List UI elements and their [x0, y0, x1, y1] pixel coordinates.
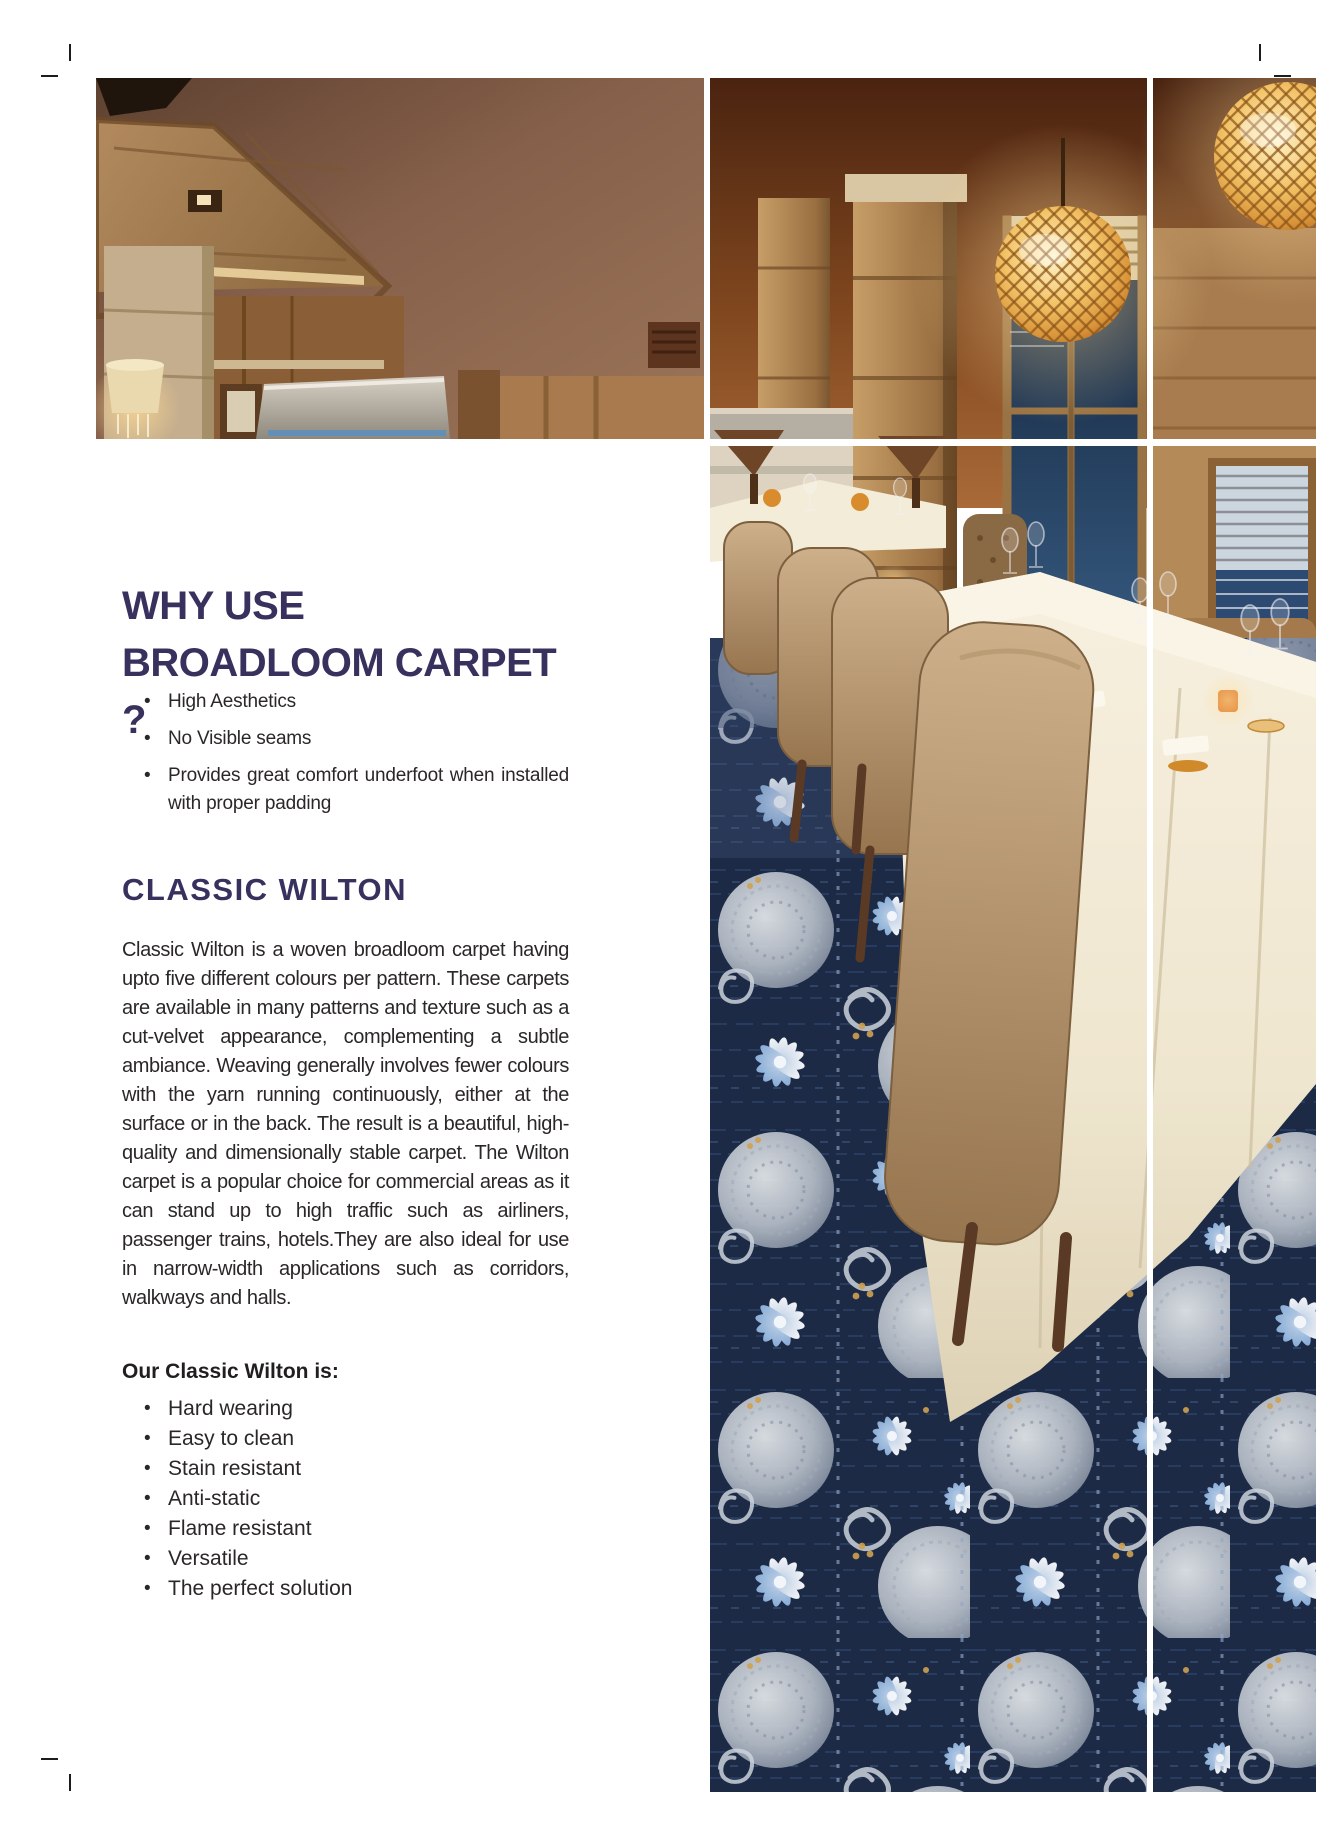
feature-item: [122, 1574, 569, 1604]
feature-text: Flame resistant: [168, 1517, 312, 1540]
photo-top-svg: [96, 78, 704, 439]
bullet-icon: •: [144, 691, 151, 712]
feature-item: [122, 1424, 569, 1454]
bullet-icon: •: [144, 1518, 151, 1539]
why-use-heading-line1: WHY USE: [122, 584, 305, 628]
crop-mark-top-right-h: [1274, 75, 1291, 77]
why-bullet-list: [122, 688, 569, 818]
crop-mark-top-right-v: [1259, 44, 1261, 61]
why-bullet-item: [122, 688, 569, 716]
classic-wilton-paragraph: Classic Wilton is a woven broadloom carpet having upto five different colours per pattern. These carpets are available in many patterns and texture such as a cut-velvet appearance, complementing a subtle ambiance. Weaving generally involves fewer colours with the yarn running continuously, either at the surface or in the back. The result is a beautiful, high-quality and dimensionally stable carpet. The Wilton carpet is a popular choice for commercial areas as it can stand up to high traffic such as airliners, passenger trains, hotels.They are also ideal for use in narrow-width applications such as corridors, walkways and halls.: [122, 939, 569, 1309]
crop-mark-bottom-left-v: [69, 1774, 71, 1791]
why-bullet-text: No Visible seams: [168, 728, 312, 749]
photo-dining-room-carpet: [710, 78, 1316, 1792]
feature-item: [122, 1394, 569, 1424]
crop-mark-top-left-v: [69, 44, 71, 61]
classic-wilton-heading: CLASSIC WILTON: [122, 872, 408, 907]
feature-item: [122, 1454, 569, 1484]
feature-item: [122, 1544, 569, 1574]
feature-text: Stain resistant: [168, 1457, 302, 1480]
photo-right-scene: [710, 78, 1316, 1792]
why-bullet-item: [122, 725, 569, 753]
feature-text: Versatile: [168, 1547, 249, 1570]
photo-top-scene: [96, 78, 704, 439]
bullet-icon: •: [144, 765, 151, 786]
bullet-icon: •: [144, 1398, 151, 1419]
feature-item: [122, 1484, 569, 1514]
crop-mark-bottom-left-h: [41, 1758, 58, 1760]
feature-item: [122, 1514, 569, 1544]
why-bullet-item: [122, 762, 569, 818]
feature-text: Hard wearing: [168, 1397, 293, 1420]
crop-mark-top-left-h: [41, 75, 58, 77]
features-intro: Our Classic Wilton is:: [122, 1360, 339, 1383]
why-bullet-text: Provides great comfort underfoot when installed with proper padding: [168, 765, 569, 814]
why-use-heading-line2: BROADLOOM CARPET ?: [122, 641, 557, 742]
bullet-icon: •: [144, 1578, 151, 1599]
feature-text: Anti-static: [168, 1487, 261, 1510]
bullet-icon: •: [144, 728, 151, 749]
bullet-icon: •: [144, 1548, 151, 1569]
why-bullet-text: High Aesthetics: [168, 691, 296, 712]
bullet-icon: •: [144, 1458, 151, 1479]
features-list: [122, 1394, 569, 1604]
bullet-icon: •: [144, 1428, 151, 1449]
bullet-icon: •: [144, 1488, 151, 1509]
feature-text: Easy to clean: [168, 1427, 295, 1450]
photo-right-svg: [710, 78, 1316, 1792]
feature-text: The perfect solution: [168, 1577, 353, 1600]
photo-restaurant-ceiling-bar: [96, 78, 704, 439]
